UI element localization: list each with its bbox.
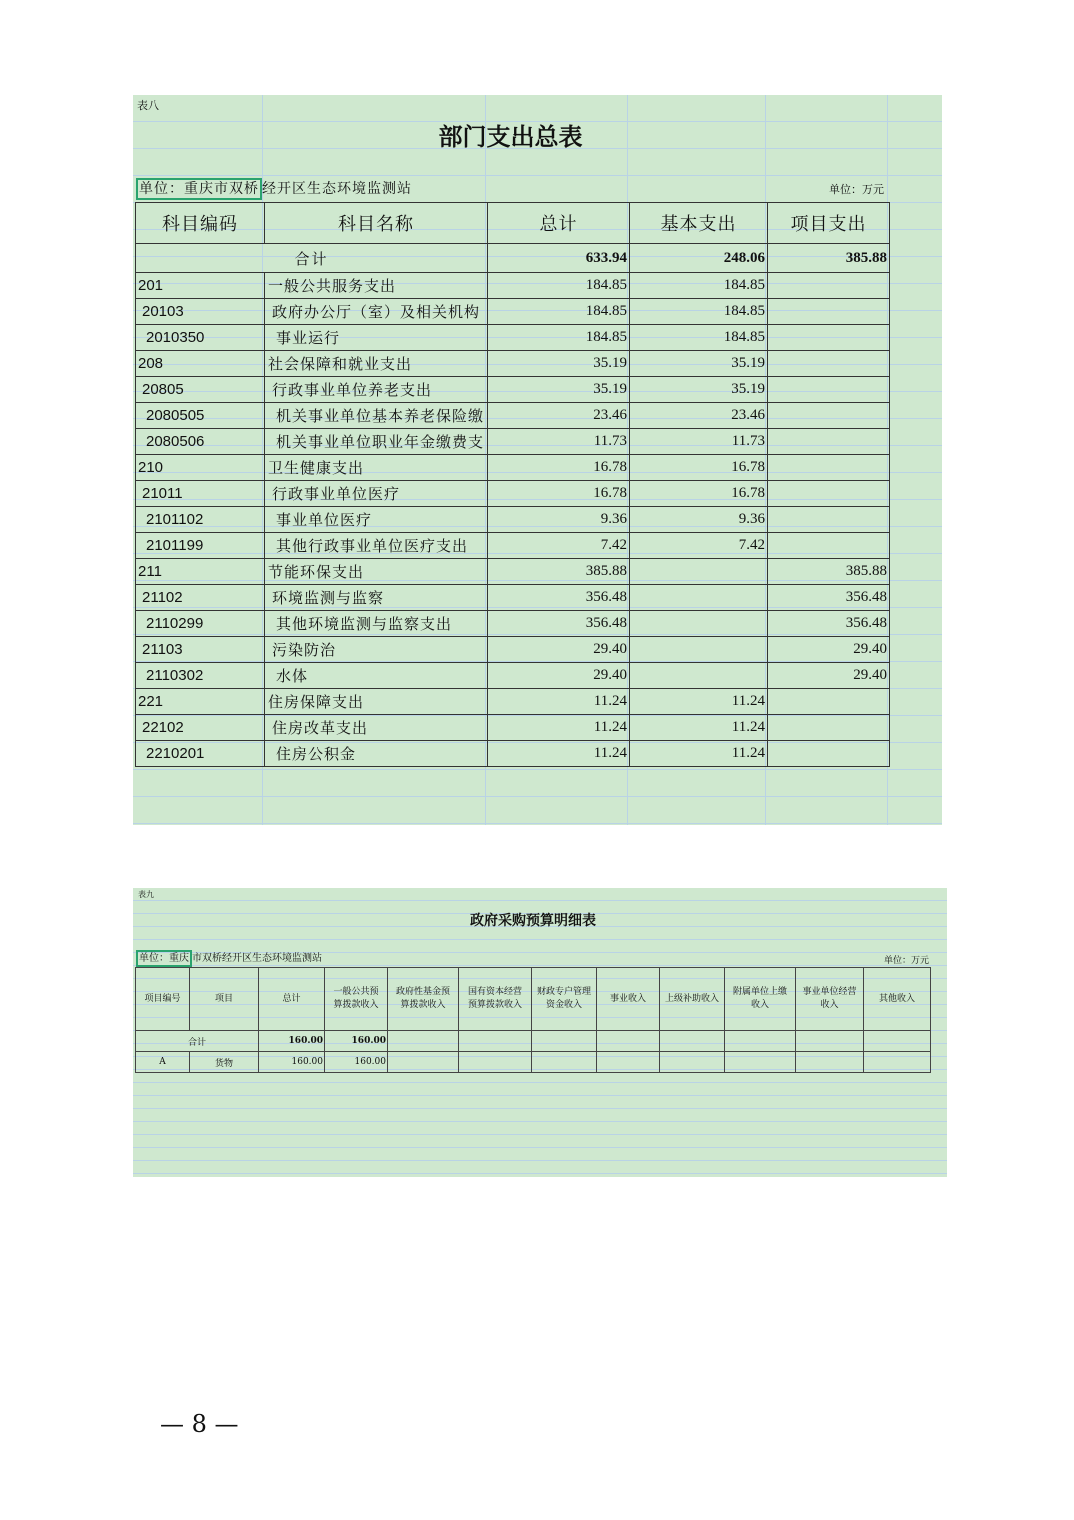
header-line: 算拨款收入 bbox=[333, 1000, 379, 1010]
total-amount[interactable]: 160.00 bbox=[259, 1031, 325, 1052]
amount-project[interactable]: 356.48 bbox=[768, 611, 890, 637]
table-row bbox=[136, 507, 890, 533]
table-row bbox=[136, 741, 890, 767]
amount-total[interactable]: 11.24 bbox=[488, 741, 630, 767]
selected-cell[interactable]: 单位：重庆市双桥 bbox=[136, 178, 262, 200]
amount-total[interactable]: 356.48 bbox=[488, 585, 630, 611]
subject-code[interactable]: 21102 bbox=[136, 585, 265, 611]
procurement-table bbox=[135, 967, 931, 1073]
header-line: 财政专户管理 bbox=[536, 987, 591, 997]
item-name[interactable]: 货物 bbox=[190, 1052, 259, 1073]
subject-code[interactable]: 2110302 bbox=[136, 663, 265, 689]
subject-code[interactable]: 2080505 bbox=[136, 403, 265, 429]
header-line: 一般公共预 bbox=[333, 987, 379, 997]
total-project[interactable]: 385.88 bbox=[768, 244, 890, 273]
table-row bbox=[136, 481, 890, 507]
total-basic[interactable]: 248.06 bbox=[630, 244, 768, 273]
subject-code[interactable]: 221 bbox=[136, 689, 265, 715]
header-line: 收入 bbox=[750, 1000, 769, 1010]
amount-basic[interactable]: 16.78 bbox=[630, 481, 768, 507]
subject-name[interactable]: 事业单位医疗 bbox=[265, 507, 488, 533]
amount-project[interactable] bbox=[768, 351, 890, 377]
amount-project[interactable] bbox=[768, 741, 890, 767]
table-title: 政府采购预算明细表 bbox=[470, 913, 596, 929]
amount-project[interactable]: 29.40 bbox=[768, 663, 890, 689]
subject-name[interactable]: 水体 bbox=[265, 663, 488, 689]
amount-total[interactable]: 35.19 bbox=[488, 377, 630, 403]
header-row bbox=[136, 203, 890, 244]
header-line: 收入 bbox=[820, 1000, 839, 1010]
table-row bbox=[136, 715, 890, 741]
amount-basic[interactable]: 11.24 bbox=[630, 715, 768, 741]
amount-basic[interactable] bbox=[630, 637, 768, 663]
table-row bbox=[136, 585, 890, 611]
selected-cell[interactable]: 单位：重庆 bbox=[136, 950, 192, 967]
table-row bbox=[136, 689, 890, 715]
table-row bbox=[136, 637, 890, 663]
header-cell[interactable]: 总计 bbox=[488, 203, 630, 244]
total-label[interactable]: 合计 bbox=[136, 244, 488, 273]
table-row bbox=[136, 429, 890, 455]
header-cell[interactable] bbox=[597, 968, 660, 1031]
subject-code[interactable]: 201 bbox=[136, 273, 265, 299]
subject-code[interactable]: 2080506 bbox=[136, 429, 265, 455]
header-cell[interactable] bbox=[325, 968, 388, 1031]
header-cell[interactable] bbox=[136, 968, 190, 1031]
amount-project[interactable] bbox=[768, 507, 890, 533]
amount-basic[interactable] bbox=[630, 663, 768, 689]
amount-project[interactable] bbox=[768, 481, 890, 507]
subject-name[interactable]: 机关事业单位职业年金缴费支 bbox=[265, 429, 488, 455]
subject-name[interactable]: 行政事业单位养老支出 bbox=[265, 377, 488, 403]
subject-code[interactable]: 208 bbox=[136, 351, 265, 377]
currency-unit: 单位：万元 bbox=[883, 956, 929, 966]
header-line: 项目 bbox=[214, 993, 233, 1004]
table-row bbox=[136, 611, 890, 637]
amount-total[interactable]: 11.73 bbox=[488, 429, 630, 455]
amount-project[interactable]: 385.88 bbox=[768, 559, 890, 585]
amount-total[interactable]: 29.40 bbox=[488, 663, 630, 689]
subject-code[interactable]: 20805 bbox=[136, 377, 265, 403]
amount-total[interactable]: 11.24 bbox=[488, 715, 630, 741]
table-row bbox=[136, 663, 890, 689]
header-line: 总计 bbox=[282, 993, 301, 1004]
amount-project[interactable] bbox=[768, 715, 890, 741]
amount-basic[interactable]: 7.42 bbox=[630, 533, 768, 559]
header-cell[interactable]: 科目编码 bbox=[136, 203, 265, 244]
table-row bbox=[136, 559, 890, 585]
header-cell[interactable] bbox=[190, 968, 259, 1031]
subject-name[interactable]: 环境监测与监察 bbox=[265, 585, 488, 611]
subject-name[interactable]: 其他环境监测与监察支出 bbox=[265, 611, 488, 637]
subject-code[interactable]: 22102 bbox=[136, 715, 265, 741]
currency-unit: 单位：万元 bbox=[829, 183, 884, 196]
header-line: 政府性基金预 bbox=[395, 987, 450, 997]
total-amount[interactable]: 633.94 bbox=[488, 244, 630, 273]
header-cell[interactable] bbox=[660, 968, 725, 1031]
header-line: 预算拨款收入 bbox=[467, 1000, 522, 1010]
subject-name[interactable]: 机关事业单位基本养老保险缴 bbox=[265, 403, 488, 429]
table-row bbox=[136, 403, 890, 429]
header-cell[interactable] bbox=[388, 968, 459, 1031]
amount-total[interactable]: 16.78 bbox=[488, 481, 630, 507]
subject-name[interactable]: 社会保障和就业支出 bbox=[265, 351, 488, 377]
amount-project[interactable]: 29.40 bbox=[768, 637, 890, 663]
table-label: 表八 bbox=[137, 99, 159, 112]
amount-basic[interactable]: 184.85 bbox=[630, 325, 768, 351]
table-label: 表九 bbox=[138, 890, 154, 899]
header-cell[interactable]: 基本支出 bbox=[630, 203, 768, 244]
item-code[interactable]: A bbox=[136, 1052, 190, 1073]
unit-label bbox=[136, 178, 412, 198]
table-title: 部门支出总表 bbox=[438, 123, 583, 151]
amount-basic[interactable] bbox=[630, 585, 768, 611]
page-number: — 8 — bbox=[160, 1410, 239, 1438]
amount-total[interactable]: 29.40 bbox=[488, 637, 630, 663]
table-row bbox=[136, 325, 890, 351]
subject-name[interactable]: 卫生健康支出 bbox=[265, 455, 488, 481]
item-total[interactable]: 160.00 bbox=[259, 1052, 325, 1073]
procurement-sheet bbox=[133, 888, 947, 1177]
header-cell[interactable] bbox=[459, 968, 532, 1031]
subject-code[interactable]: 2101102 bbox=[136, 507, 265, 533]
amount-project[interactable] bbox=[768, 689, 890, 715]
table-row bbox=[136, 273, 890, 299]
subject-name[interactable]: 污染防治 bbox=[265, 637, 488, 663]
unit-label-rest: 经开区生态环境监测站 bbox=[262, 181, 412, 197]
expenditure-sheet bbox=[133, 95, 942, 825]
header-line: 其他收入 bbox=[878, 993, 915, 1004]
table-row bbox=[136, 299, 890, 325]
subject-code[interactable]: 2101199 bbox=[136, 533, 265, 559]
subject-name[interactable]: 一般公共服务支出 bbox=[265, 273, 488, 299]
header-line: 上级补助收入 bbox=[664, 993, 719, 1004]
amount-total[interactable]: 7.42 bbox=[488, 533, 630, 559]
item-general[interactable]: 160.00 bbox=[325, 1052, 388, 1073]
header-line: 算拨款收入 bbox=[400, 1000, 446, 1010]
unit-label-rest: 市双桥经开区生态环境监测站 bbox=[192, 953, 322, 964]
amount-total[interactable]: 16.78 bbox=[488, 455, 630, 481]
amount-project[interactable] bbox=[768, 299, 890, 325]
header-cell[interactable]: 项目支出 bbox=[768, 203, 890, 244]
total-row bbox=[136, 244, 890, 273]
amount-total[interactable]: 184.85 bbox=[488, 273, 630, 299]
subject-name[interactable]: 政府办公厅（室）及相关机构 bbox=[265, 299, 488, 325]
subject-code[interactable]: 210 bbox=[136, 455, 265, 481]
header-row bbox=[136, 968, 931, 1031]
subject-name[interactable]: 事业运行 bbox=[265, 325, 488, 351]
subject-name[interactable]: 节能环保支出 bbox=[265, 559, 488, 585]
amount-basic[interactable]: 16.78 bbox=[630, 455, 768, 481]
total-general[interactable]: 160.00 bbox=[325, 1031, 388, 1052]
amount-project[interactable] bbox=[768, 429, 890, 455]
amount-project[interactable] bbox=[768, 273, 890, 299]
amount-basic[interactable]: 11.24 bbox=[630, 689, 768, 715]
subject-code[interactable]: 21011 bbox=[136, 481, 265, 507]
header-cell[interactable] bbox=[796, 968, 864, 1031]
amount-basic[interactable]: 11.24 bbox=[630, 741, 768, 767]
amount-basic[interactable]: 184.85 bbox=[630, 273, 768, 299]
amount-basic[interactable]: 23.46 bbox=[630, 403, 768, 429]
header-cell[interactable] bbox=[532, 968, 597, 1031]
expenditure-table bbox=[135, 202, 890, 767]
amount-basic[interactable]: 184.85 bbox=[630, 299, 768, 325]
amount-total[interactable]: 184.85 bbox=[488, 299, 630, 325]
subject-code[interactable]: 21103 bbox=[136, 637, 265, 663]
amount-total[interactable]: 385.88 bbox=[488, 559, 630, 585]
amount-total[interactable]: 35.19 bbox=[488, 351, 630, 377]
amount-project[interactable] bbox=[768, 377, 890, 403]
amount-basic[interactable]: 35.19 bbox=[630, 377, 768, 403]
subject-name[interactable]: 行政事业单位医疗 bbox=[265, 481, 488, 507]
amount-project[interactable] bbox=[768, 455, 890, 481]
amount-basic[interactable]: 11.73 bbox=[630, 429, 768, 455]
total-label[interactable]: 合计 bbox=[136, 1031, 259, 1052]
subject-name[interactable]: 住房公积金 bbox=[265, 741, 488, 767]
amount-project[interactable] bbox=[768, 533, 890, 559]
header-line: 资金收入 bbox=[545, 1000, 582, 1010]
amount-project[interactable] bbox=[768, 403, 890, 429]
amount-basic[interactable]: 35.19 bbox=[630, 351, 768, 377]
amount-project[interactable]: 356.48 bbox=[768, 585, 890, 611]
table-row bbox=[136, 351, 890, 377]
table-row bbox=[136, 533, 890, 559]
header-line: 事业收入 bbox=[609, 993, 646, 1004]
subject-code[interactable]: 2110299 bbox=[136, 611, 265, 637]
table-row bbox=[136, 1052, 931, 1073]
header-line: 国有资本经营 bbox=[467, 987, 522, 997]
amount-total[interactable]: 11.24 bbox=[488, 689, 630, 715]
subject-name[interactable]: 其他行政事业单位医疗支出 bbox=[265, 533, 488, 559]
table-row bbox=[136, 377, 890, 403]
header-line: 项目编号 bbox=[144, 993, 181, 1004]
header-cell[interactable] bbox=[259, 968, 325, 1031]
header-cell[interactable]: 科目名称 bbox=[265, 203, 488, 244]
amount-total[interactable]: 23.46 bbox=[488, 403, 630, 429]
unit-label bbox=[136, 949, 322, 964]
amount-basic[interactable]: 9.36 bbox=[630, 507, 768, 533]
header-cell[interactable] bbox=[725, 968, 796, 1031]
header-cell[interactable] bbox=[864, 968, 931, 1031]
amount-total[interactable]: 356.48 bbox=[488, 611, 630, 637]
header-line: 附属单位上缴 bbox=[732, 987, 787, 997]
header-line: 事业单位经营 bbox=[802, 987, 857, 997]
amount-basic[interactable] bbox=[630, 611, 768, 637]
subject-name[interactable]: 住房保障支出 bbox=[265, 689, 488, 715]
subject-code[interactable]: 2010350 bbox=[136, 325, 265, 351]
subject-name[interactable]: 住房改革支出 bbox=[265, 715, 488, 741]
amount-basic[interactable] bbox=[630, 559, 768, 585]
amount-total[interactable]: 9.36 bbox=[488, 507, 630, 533]
total-row bbox=[136, 1031, 931, 1052]
amount-total[interactable]: 184.85 bbox=[488, 325, 630, 351]
subject-code[interactable]: 211 bbox=[136, 559, 265, 585]
table-row bbox=[136, 455, 890, 481]
subject-code[interactable]: 20103 bbox=[136, 299, 265, 325]
amount-project[interactable] bbox=[768, 325, 890, 351]
subject-code[interactable]: 2210201 bbox=[136, 741, 265, 767]
